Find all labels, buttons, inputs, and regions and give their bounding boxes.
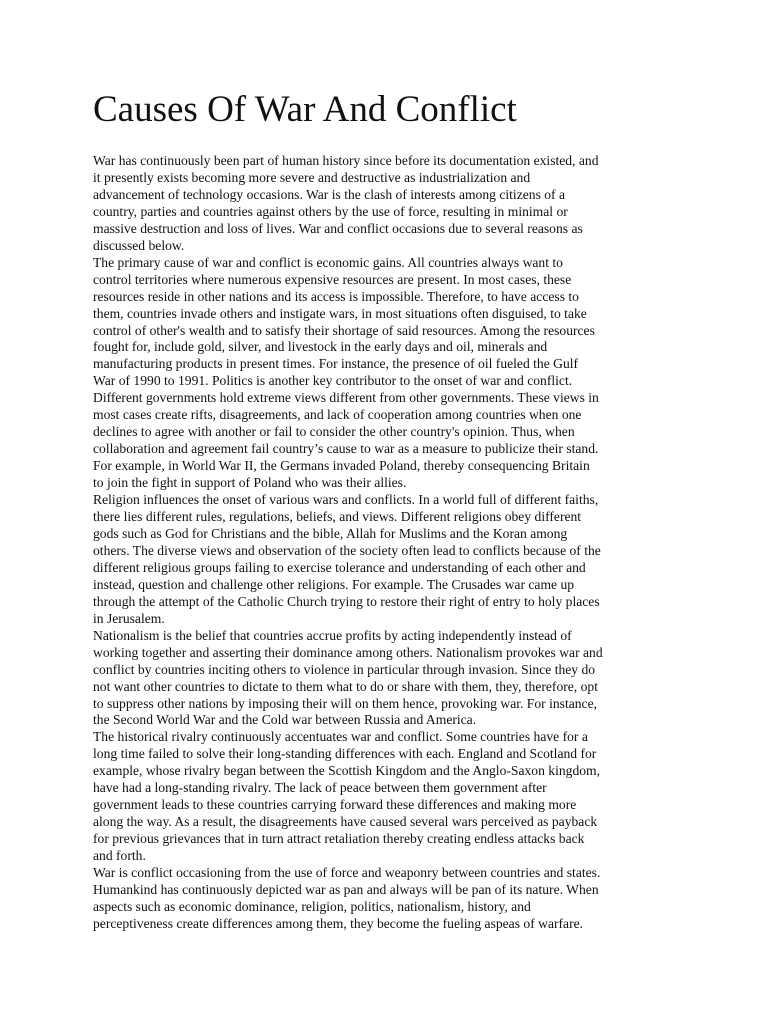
paragraph-line: to join the fight in support of Poland who was their allies. <box>93 475 407 491</box>
paragraph-line: different religious groups failing to exercise tolerance and understanding of each other and <box>93 559 586 575</box>
paragraph-line: there lies different rules, regulations, beliefs, and views. Different religions obey different <box>93 509 582 525</box>
paragraph-line: War has continuously been part of human history since before its documentation existed, and <box>93 153 599 168</box>
paragraph-line: discussed below. <box>93 237 185 253</box>
paragraph-line: Different governments hold extreme views different from other governments. These views in <box>93 390 599 406</box>
paragraph <box>93 492 683 628</box>
paragraph-line: aspects such as economic dominance, religion, politics, nationalism, history, and <box>93 898 531 914</box>
paragraph-line: War is conflict occasioning from the use of force and weaponry between countries and states. <box>93 865 601 881</box>
paragraph-line: working together and asserting their dominance among others. Nationalism provokes war and <box>93 644 603 660</box>
paragraph-line: control of other's wealth and to satisfy their shortage of said resources. Among the resources <box>93 322 595 338</box>
paragraph-line: it presently exists becoming more severe and destructive as industrialization and <box>93 169 531 185</box>
paragraph-line: through the attempt of the Catholic Church trying to restore their right of entry to holy places <box>93 593 600 609</box>
paragraph-line: fought for, include gold, silver, and livestock in the early days and oil, minerals and <box>93 339 548 355</box>
paragraph-line: others. The diverse views and observation of the society often lead to conflicts because of the <box>93 542 601 558</box>
paragraph-line: in Jerusalem. <box>93 610 165 626</box>
paragraph <box>93 628 683 730</box>
paragraph-line: declines to agree with another or fail to consider the other country's opinion. Thus, when <box>93 424 575 440</box>
document-body <box>93 153 683 933</box>
paragraph-line: have had a long-standing rivalry. The lack of peace between them government after <box>93 780 547 796</box>
paragraph-line: government leads to these countries carrying forward these differences and making more <box>93 797 577 813</box>
paragraph-line: Religion influences the onset of various wars and conflicts. In a world full of different faiths, <box>93 492 599 508</box>
paragraph-line: The primary cause of war and conflict is economic gains. All countries always want to <box>93 254 563 270</box>
paragraph-line: War of 1990 to 1991. Politics is another key contributor to the onset of war and conflict. <box>93 373 573 389</box>
paragraph-line: control territories where numerous expensive resources are present. In most cases, these <box>93 271 572 287</box>
paragraph-line: perceptiveness create differences among them, they become the fueling aspeas of warfare. <box>93 915 584 931</box>
paragraph-line: for previous grievances that in turn attract retaliation thereby creating endless attacks back <box>93 831 585 847</box>
paragraph-line: manufacturing products in present times. For instance, the presence of oil fueled the Gulf <box>93 356 579 372</box>
paragraph-line: Nationalism is the belief that countries accrue profits by acting independently instead of <box>93 627 572 643</box>
paragraph-line: to suppress other nations by imposing their will on them hence, provoking war. For instance, <box>93 695 598 711</box>
paragraph-line: country, parties and countries against others by the use of force, resulting in minimal or <box>93 203 568 219</box>
paragraph <box>93 255 683 492</box>
paragraph-line: most cases create rifts, disagreements, and lack of cooperation among countries when one <box>93 407 582 423</box>
paragraph-line: gods such as God for Christians and the bible, Allah for Muslims and the Koran among <box>93 525 568 541</box>
paragraph-line: advancement of technology occasions. War is the clash of interests among citizens of a <box>93 186 566 202</box>
paragraph-line: and forth. <box>93 848 146 864</box>
paragraph-line: Humankind has continuously depicted war as pan and always will be pan of its nature. When <box>93 881 599 897</box>
paragraph-line: instead, question and challenge other religions. For example. The Crusades war came up <box>93 576 575 592</box>
paragraph-line: the Second World War and the Cold war between Russia and America. <box>93 712 477 728</box>
paragraph-line: resources reside in other nations and its access is impossible. Therefore, to have access to <box>93 288 579 304</box>
document-title: Causes Of War And Conflict <box>93 89 517 130</box>
paragraph-line: The historical rivalry continuously accentuates war and conflict. Some countries have for a <box>93 729 588 745</box>
paragraph-line: massive destruction and loss of lives. War and conflict occasions due to several reasons as <box>93 220 583 236</box>
paragraph <box>93 153 683 255</box>
paragraph-line: them, countries invade others and instigate wars, in most situations often disguised, to take <box>93 305 587 321</box>
paragraph-line: conflict by countries inciting others to violence in particular through invasion. Since they do <box>93 661 596 677</box>
paragraph-line: not want other countries to dictate to them what to do or share with them, they, therefore, opt <box>93 678 598 694</box>
paragraph-line: For example, in World War II, the Germans invaded Poland, thereby consequencing Britain <box>93 458 590 474</box>
paragraph-line: collaboration and agreement fail country’s cause to war as a measure to publicize their stand. <box>93 441 599 457</box>
paragraph <box>93 865 683 933</box>
paragraph <box>93 729 683 865</box>
paragraph-line: long time failed to solve their long-standing differences with each. England and Scotland for <box>93 746 597 762</box>
paragraph-line: example, whose rivalry began between the Scottish Kingdom and the Anglo-Saxon kingdom, <box>93 763 601 779</box>
paragraph-line: along the way. As a result, the disagreements have caused several wars perceived as payback <box>93 814 598 830</box>
